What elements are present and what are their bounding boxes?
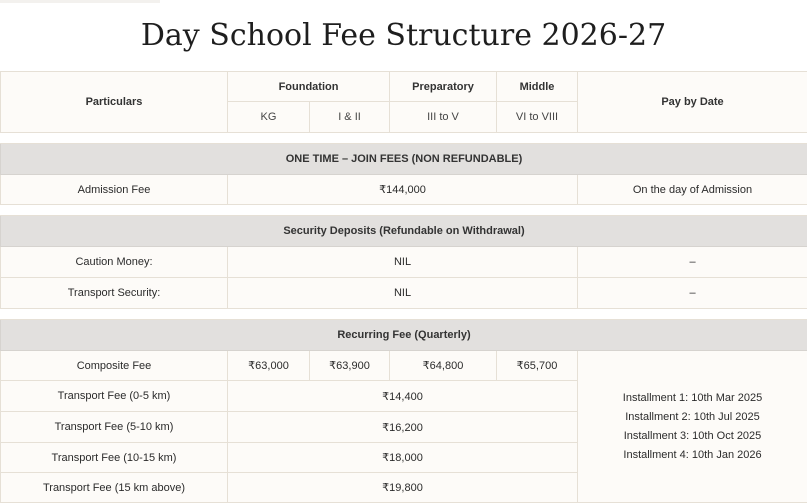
installment-2: Installment 2: 10th Jul 2025: [578, 408, 807, 427]
transport-security-value: NIL: [228, 278, 578, 309]
installment-1: Installment 1: 10th Mar 2025: [578, 389, 807, 408]
transport-security-date: –: [578, 278, 807, 309]
section-heading-security: Security Deposits (Refundable on Withdrawal): [1, 216, 807, 247]
transport-fee-value: ₹19,800: [228, 473, 578, 503]
page-title: Day School Fee Structure 2026-27: [0, 0, 807, 71]
installment-schedule: [578, 351, 807, 503]
section-spacer: [1, 133, 807, 144]
transport-fee-label: Transport Fee (15 km above): [1, 473, 228, 503]
admission-fee-value: ₹144,000: [228, 175, 578, 205]
header-pay-by-date: Pay by Date: [578, 72, 807, 133]
composite-fee-iii-v: ₹64,800: [390, 351, 497, 381]
header-vi-viii: VI to VIII: [497, 102, 578, 133]
section-heading-one-time: ONE TIME – JOIN FEES (NON REFUNDABLE): [1, 144, 807, 175]
installment-4: Installment 4: 10th Jan 2026: [578, 446, 807, 465]
admission-fee-label: Admission Fee: [1, 175, 228, 205]
header-particulars: Particulars: [1, 72, 228, 133]
section-heading-recurring: Recurring Fee (Quarterly): [1, 320, 807, 351]
header-middle: Middle: [497, 72, 578, 102]
composite-fee-i-ii: ₹63,900: [310, 351, 390, 381]
caution-money-value: NIL: [228, 247, 578, 278]
section-spacer: [1, 205, 807, 216]
installment-3: Installment 3: 10th Oct 2025: [578, 427, 807, 446]
top-edge-strip: [0, 0, 160, 3]
transport-fee-label: Transport Fee (0-5 km): [1, 381, 228, 412]
header-iii-v: III to V: [390, 102, 497, 133]
fee-table: [0, 71, 807, 503]
transport-security-label: Transport Security:: [1, 278, 228, 309]
header-kg: KG: [228, 102, 310, 133]
transport-fee-label: Transport Fee (5-10 km): [1, 412, 228, 443]
transport-fee-value: ₹18,000: [228, 443, 578, 473]
transport-fee-value: ₹16,200: [228, 412, 578, 443]
header-i-ii: I & II: [310, 102, 390, 133]
header-preparatory: Preparatory: [390, 72, 497, 102]
transport-fee-value: ₹14,400: [228, 381, 578, 412]
header-foundation: Foundation: [228, 72, 390, 102]
section-spacer: [1, 309, 807, 320]
composite-fee-kg: ₹63,000: [228, 351, 310, 381]
caution-money-date: –: [578, 247, 807, 278]
composite-fee-vi-viii: ₹65,700: [497, 351, 578, 381]
caution-money-label: Caution Money:: [1, 247, 228, 278]
transport-fee-label: Transport Fee (10-15 km): [1, 443, 228, 473]
admission-fee-date: On the day of Admission: [578, 175, 807, 205]
composite-fee-label: Composite Fee: [1, 351, 228, 381]
